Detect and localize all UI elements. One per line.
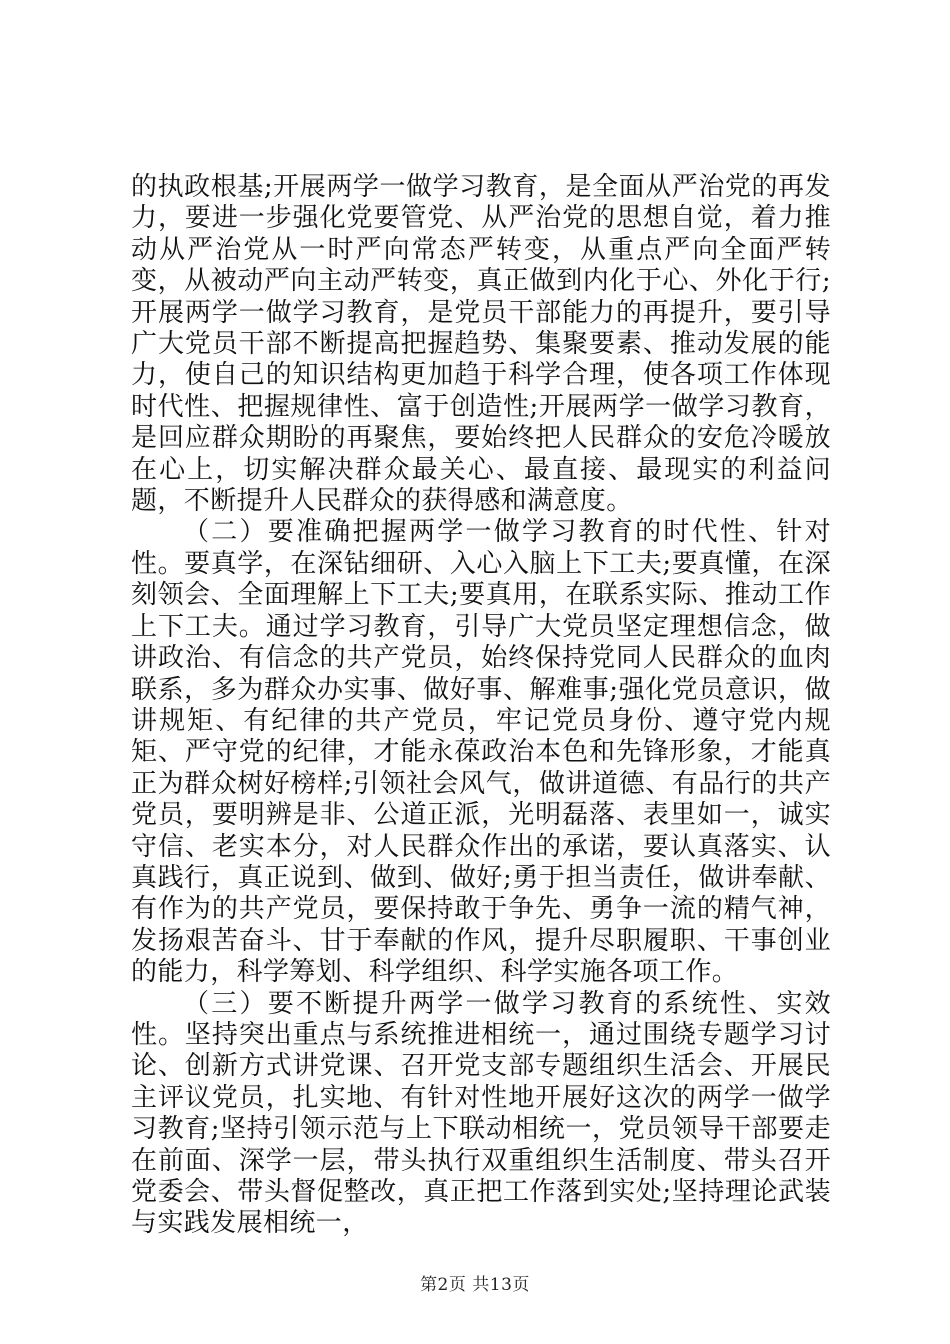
paragraph-section-2: （二）要准确把握两学一做学习教育的时代性、针对性。要真学，在深钻细研、入心入脑上下工夫;要真懂，在深刻领会、全面理解上下工夫;要真用，在联系实际、推动工作上下工夫。通过学习教育，引导广大党员坚定理想信念，做讲政治、有信念的共产党员，始终保持党同人民群众的血肉联系，多为群众办实事、做好事、解难事;强化党员意识，做讲规矩、有纪律的共产党员，牢记党员身份、遵守党内规矩、严守党的纪律，才能永葆政治本色和先锋形象，才能真正为群众树好榜样;引领社会风气，做讲道德、有品行的共产党员，要明辨是非、公道正派，光明磊落、表里如一，诚实守信、老实本分，对人民群众作出的承诺，要认真落实、认真践行，真正说到、做到、做好;勇于担当责任，做讲奉献、有作为的共产党员，要保持敢于争先、勇争一流的精气神，发扬艰苦奋斗、甘于奉献的作风，提升尽职履职、干事创业的能力，科学筹划、科学组织、科学实施各项工作。 <box>131 517 831 988</box>
paragraph-continuation: 的执政根基;开展两学一做学习教育，是全面从严治党的再发力，要进一步强化党要管党、从严治党的思想自觉，着力推动从严治党从一时严向常态严转变，从重点严向全面严转变，从被动严向主动严转变，真正做到内化于心、外化于行;开展两学一做学习教育，是党员干部能力的再提升，要引导广大党员干部不断提高把握趋势、集聚要素、推动发展的能力，使自己的知识结构更加趋于科学合理，使各项工作体现时代性、把握规律性、富于创造性;开展两学一做学习教育，是回应群众期盼的再聚焦，要始终把人民群众的安危冷暖放在心上，切实解决群众最关心、最直接、最现实的利益问题，不断提升人民群众的获得感和满意度。 <box>131 172 831 517</box>
paragraph-section-3: （三）要不断提升两学一做学习教育的系统性、实效性。坚持突出重点与系统推进相统一，通过围绕专题学习讨论、创新方式讲党课、召开党支部专题组织生活会、开展民主评议党员，扎实地、有针对性地开展好这次的两学一做学习教育;坚持引领示范与上下联动相统一，党员领导干部要走在前面、深学一层，带头执行双重组织生活制度、带头召开党委会、带头督促整改，真正把工作落到实处;坚持理论武装与实践发展相统一， <box>131 988 831 1239</box>
page-number-footer: 第2页 共13页 <box>420 1275 530 1295</box>
document-body <box>131 172 831 1240</box>
